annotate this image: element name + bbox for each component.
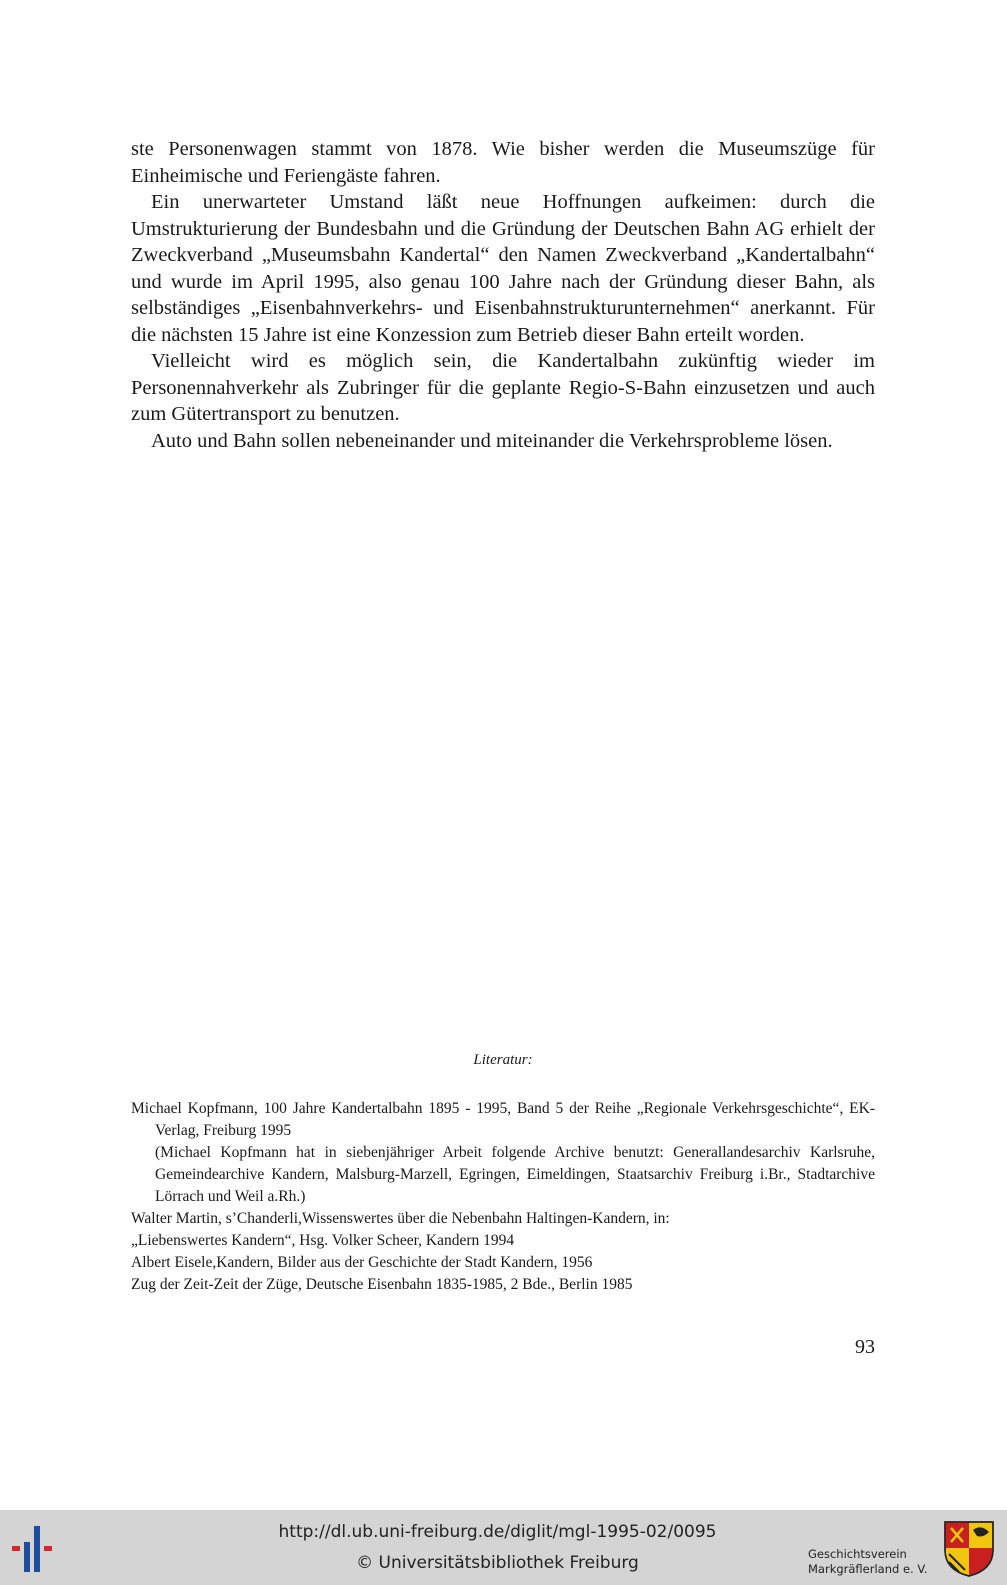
reference-item: Zug der Zeit-Zeit der Züge, Deutsche Eisenbahn 1835-1985, 2 Bde., Berlin 1985	[131, 1276, 633, 1293]
copyright-text: © Universitätsbibliothek Freiburg	[356, 1553, 639, 1573]
paragraph-4: Auto und Bahn sollen nebeneinander und miteinander die Verkehrsprobleme lösen.	[151, 429, 833, 452]
body-text	[131, 136, 875, 454]
reference-note: (Michael Kopfmann hat in siebenjähriger Arbeit folgende Archive benutzt: Generallandesarchiv Karlsruhe, Gemeindearchive Kandern, Malsburg-Marzell, Egringen, Eimeldingen, Staatsarchiv Freiburg i.Br., Stadtarchive Lörrach und Weil a.Rh.)	[155, 1144, 875, 1205]
reference-item: Walter Martin, s’Chanderli,Wissenswertes über die Nebenbahn Haltingen-Kandern, in:	[131, 1210, 670, 1227]
paragraph-1: ste Personenwagen stammt von 1878. Wie bisher werden die Museumszüge für Einheimische und Feriengäste fahren.	[131, 138, 875, 187]
society-name-line-1: Geschichtsverein	[808, 1547, 907, 1561]
reference-item: Albert Eisele,Kandern, Bilder aus der Geschichte der Stadt Kandern, 1956	[131, 1254, 593, 1271]
reference-item: Michael Kopfmann, 100 Jahre Kandertalbahn 1895 - 1995, Band 5 der Reihe „Regionale Verkehrsgeschichte“, EK-Verlag, Freiburg 1995	[131, 1100, 875, 1139]
reference-list	[131, 1098, 875, 1296]
paragraph-3: Vielleicht wird es möglich sein, die Kandertalbahn zukünftig wieder im Personennahverkehr als Zubringer für die geplante Regio-S-Bahn einzusetzen und auch zum Gütertransport zu benutzen.	[131, 350, 875, 425]
page-number: 93	[855, 1336, 875, 1358]
document-url-link[interactable]: http://dl.ub.uni-freiburg.de/diglit/mgl-1995-02/0095	[278, 1522, 717, 1542]
university-library-logo-icon[interactable]	[10, 1524, 62, 1574]
footer-bar	[0, 1510, 1007, 1585]
society-name	[808, 1547, 938, 1577]
society-name-line-2: Markgräflerland e. V.	[808, 1562, 928, 1576]
paragraph-2: Ein unerwarteter Umstand läßt neue Hoffnungen aufkeimen: durch die Umstrukturierung der Bundesbahn und die Gründung der Deutschen Bahn AG erhielt der Zweckverband „Museumsbahn Kandertal“ den Namen Zweckverband „Kandertalbahn“ und wurde im April 1995, also genau 100 Jahre nach der Gründung dieser Bahn, als selbständiges „Eisenbahnverkehrs- und Eisenbahnstrukturunternehmen“ anerkannt. Für die nächsten 15 Jahre ist eine Konzession zum Betrieb dieser Bahn erteilt worden.	[131, 191, 875, 346]
coat-of-arms-icon[interactable]	[943, 1520, 995, 1578]
literature-heading: Literatur:	[473, 1052, 533, 1068]
reference-item: „Liebenswertes Kandern“, Hsg. Volker Scheer, Kandern 1994	[131, 1232, 515, 1249]
